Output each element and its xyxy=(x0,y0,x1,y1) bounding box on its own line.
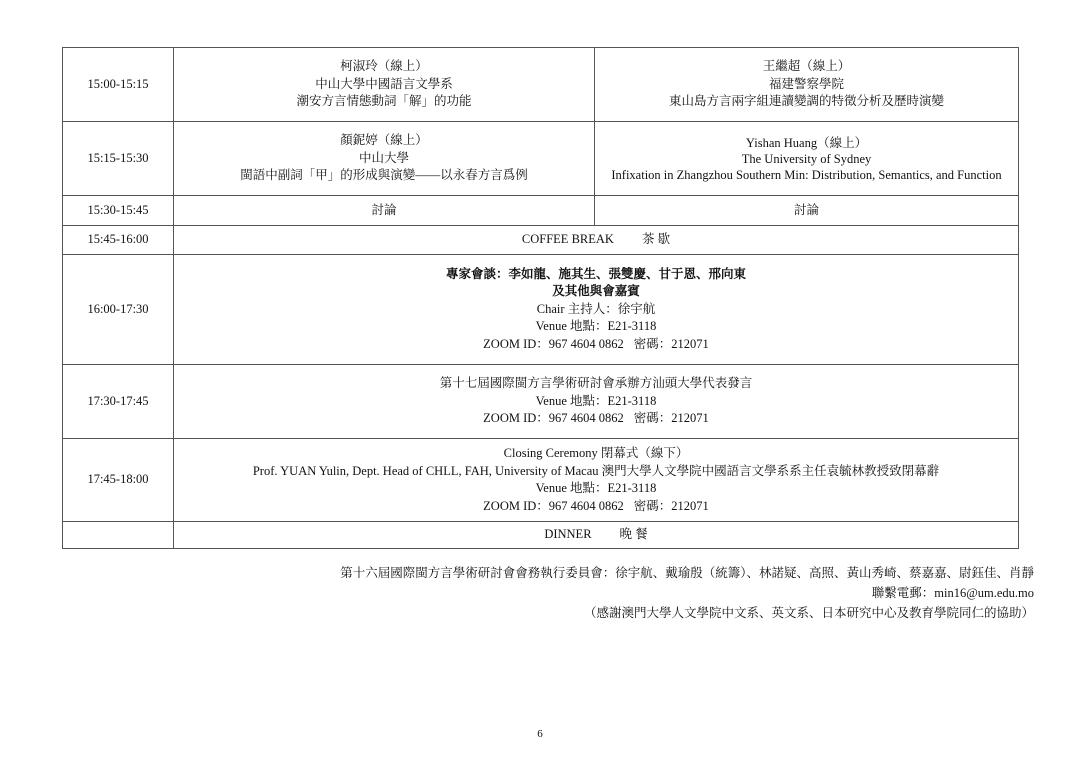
session-cell xyxy=(595,48,1019,122)
speaker-affiliation: 福建警察學院 xyxy=(768,76,844,91)
zoom-id: ZOOM ID：967 4604 0862 xyxy=(483,411,624,426)
speaker-affiliation: 中山大學 xyxy=(358,150,409,165)
page-number: 6 xyxy=(537,728,543,740)
speaker-name: 王繼超（線上） xyxy=(762,59,851,74)
speaker-name: 顏鈮婷（線上） xyxy=(340,133,428,148)
coffee-break-zh: 茶 歇 xyxy=(641,232,671,247)
table-row xyxy=(63,122,1019,196)
table-row xyxy=(63,48,1019,122)
zoom-info xyxy=(180,498,1012,516)
zoom-id: ZOOM ID：967 4604 0862 xyxy=(483,336,624,351)
coffee-break-cell xyxy=(174,226,1019,255)
talk-title: Infixation in Zhangzhou Southern Min: Distribution, Semantics, and Function xyxy=(611,167,1002,182)
dinner-zh: 晚 餐 xyxy=(619,527,648,542)
discussion-cell: 討論 xyxy=(174,196,595,226)
time-cell: 15:15-15:30 xyxy=(63,122,174,196)
acknowledgement: （感謝澳門大學人文學院中文系、英文系、日本研究中心及教育學院同仁的協助） xyxy=(583,606,1034,620)
time-cell xyxy=(63,522,174,549)
venue: Venue 地點：E21-3118 xyxy=(535,393,657,408)
closing-cell xyxy=(174,439,1019,522)
time-cell: 17:45-18:00 xyxy=(63,439,174,522)
panel-title: 專家會談：李如龍、施其生、張雙慶、甘于恩、邢向東 xyxy=(445,266,746,281)
talk-title: 東山島方言兩字組連讀變調的特徵分析及歷時演變 xyxy=(668,94,944,109)
committee-line: 第十六屆國際閩方言學術研討會會務執行委員會：徐宇航、戴瑜殷（統籌）、林諾疑、高照、黃山秀崎、蔡嘉嘉、尉鈺佳、肖靜 xyxy=(340,566,1034,580)
time-cell: 15:30-15:45 xyxy=(63,196,174,226)
speaker-name: Yishan Huang（線上） xyxy=(745,135,868,150)
zoom-password: 密碼：212071 xyxy=(633,498,709,513)
panel-cell xyxy=(174,255,1019,365)
panel-title-continued: 及其他與會嘉賓 xyxy=(552,284,640,299)
time-cell: 16:00-17:30 xyxy=(63,255,174,365)
zoom-password: 密碼：212071 xyxy=(633,411,709,426)
discussion-cell: 討論 xyxy=(595,196,1019,226)
session-cell xyxy=(595,122,1019,196)
zoom-id: ZOOM ID：967 4604 0862 xyxy=(483,498,624,513)
zoom-password: 密碼：212071 xyxy=(633,336,709,351)
talk-title: 閩語中副詞「甲」的形成與演變——以永春方言爲例 xyxy=(240,168,528,183)
footer xyxy=(340,563,1034,623)
speaker-affiliation: The University of Sydney xyxy=(741,151,872,166)
speech-title: 第十七屆國際閩方言學術研討會承辦方汕頭大學代表發言 xyxy=(439,376,753,391)
venue: Venue 地點：E21-3118 xyxy=(535,481,657,495)
table-row xyxy=(63,255,1019,365)
time-cell: 17:30-17:45 xyxy=(63,365,174,439)
closing-speaker: Prof. YUAN Yulin, Dept. Head of CHLL, FAH, University of Macau 澳門大學人文學院中國語言文學系系主任袁毓林教授致閉幕辭 xyxy=(252,463,940,478)
table-row xyxy=(63,226,1019,255)
table-row xyxy=(63,439,1019,522)
session-cell xyxy=(174,48,595,122)
schedule-table xyxy=(62,47,1019,549)
talk-title: 潮安方言情態動詞「解」的功能 xyxy=(296,94,472,109)
speaker-name: 柯淑玲（線上） xyxy=(340,59,428,74)
chair: Chair 主持人：徐宇航 xyxy=(536,301,656,316)
speaker-affiliation: 中山大學中國語言文學系 xyxy=(315,76,453,91)
zoom-info xyxy=(180,336,1012,354)
closing-title: Closing Ceremony 閉幕式（線下） xyxy=(503,446,689,460)
time-cell: 15:45-16:00 xyxy=(63,226,174,255)
venue: Venue 地點：E21-3118 xyxy=(535,319,657,334)
dinner-en: DINNER xyxy=(544,527,592,542)
table-row xyxy=(63,522,1019,549)
coffee-break-en: COFFEE BREAK xyxy=(521,232,614,247)
time-cell: 15:00-15:15 xyxy=(63,48,174,122)
zoom-info xyxy=(180,410,1012,428)
table-row xyxy=(63,365,1019,439)
dinner-cell xyxy=(174,522,1019,549)
contact-email: 聯繫電郵：min16@um.edu.mo xyxy=(871,586,1034,600)
table-row xyxy=(63,196,1019,226)
session-cell xyxy=(174,122,595,196)
speech-cell xyxy=(174,365,1019,439)
